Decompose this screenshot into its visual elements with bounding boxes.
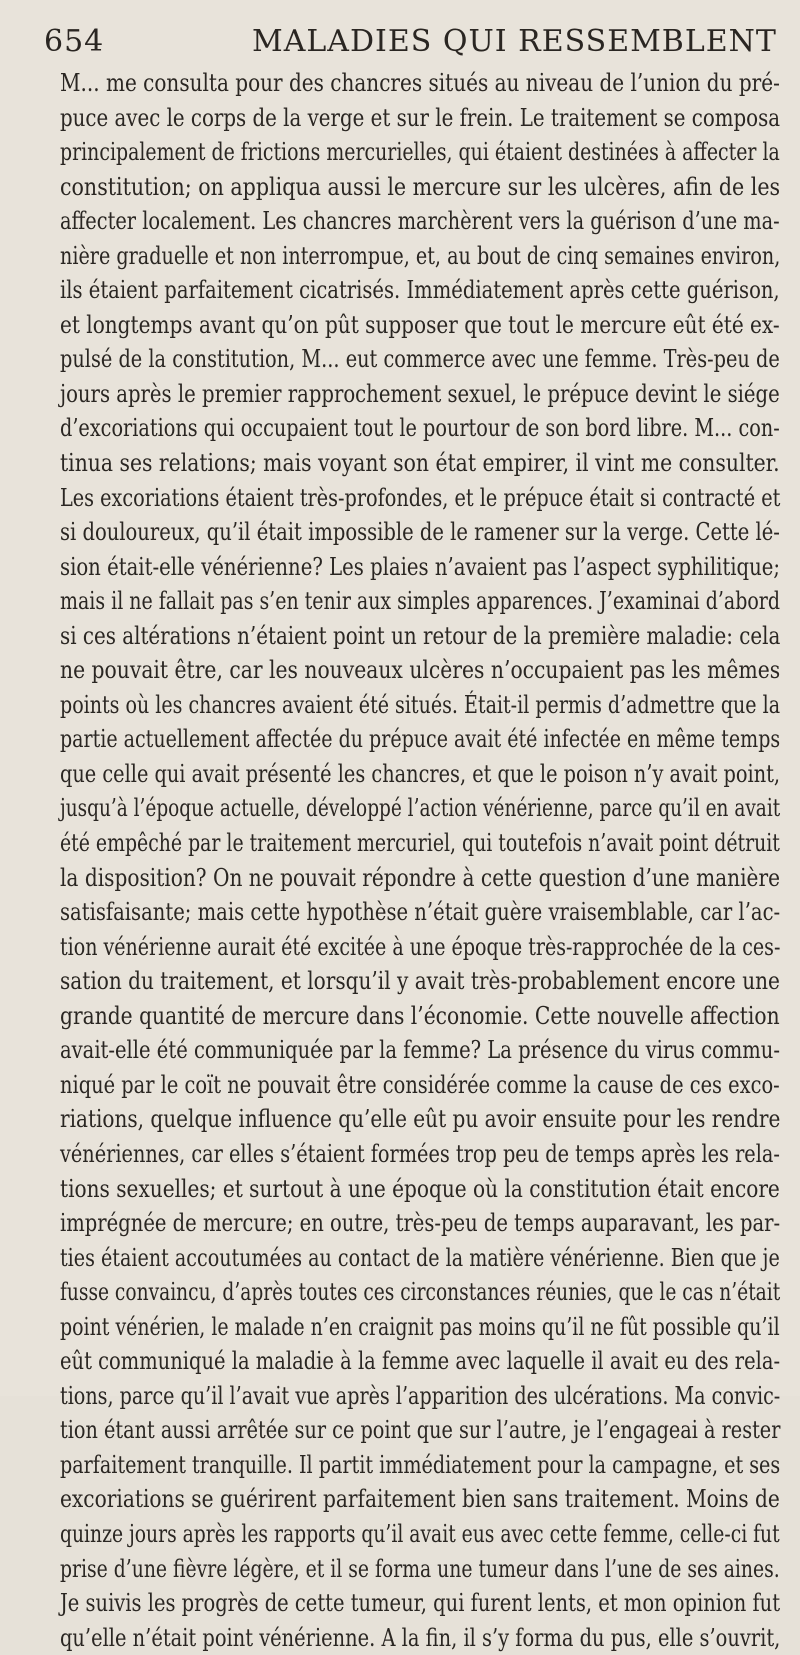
text-line: parfaitement tranquille. Il partit immédiatement pour la campagne, et ses	[60, 1450, 781, 1479]
text-line: tion étant aussi arrêtée sur ce point que sur l’autre, je l’engageai à rester	[60, 1416, 781, 1445]
text-line: et longtemps avant qu’on pût supposer que tout le mercure eût été ex-	[60, 310, 780, 339]
text-line: ne pouvait être, car les nouveaux ulcères n’occupaient pas les mêmes	[60, 656, 781, 685]
text-line: affecter localement. Les chancres marchèrent vers la guérison d’une ma-	[60, 207, 780, 236]
text-line: d’excoriations qui occupaient tout le pourtour de son bord libre. M... con-	[60, 414, 780, 443]
text-line: tions, parce qu’il l’avait vue après l’apparition des ulcérations. Ma convic-	[60, 1381, 781, 1410]
text-line: été empêché par le traitement mercuriel, qui toutefois n’avait point détruit	[60, 829, 780, 858]
text-line: partie actuellement affectée du prépuce avait été infectée en même temps	[60, 725, 781, 754]
text-line: jusqu’à l’époque actuelle, développé l’action vénérienne, parce qu’il en avait	[60, 794, 781, 823]
text-line: riations, quelque influence qu’elle eût pu avoir ensuite pour les rendre	[60, 1105, 781, 1134]
text-line: constitution; on appliqua aussi le mercure sur les ulcères, afin de les	[60, 172, 781, 201]
text-line: quinze jours après les rapports qu’il avait eus avec cette femme, celle-ci fut	[60, 1519, 780, 1548]
text-line: fusse convaincu, d’après toutes ces circonstances réunies, que le cas n’était	[60, 1278, 781, 1307]
text-line: tinua ses relations; mais voyant son état empirer, il vint me consulter.	[60, 449, 780, 478]
text-line: pulsé de la constitution, M... eut commerce avec une femme. Très-peu de	[60, 345, 780, 374]
text-line: jours après le premier rapprochement sexuel, le prépuce devint le siége	[60, 379, 780, 408]
running-title: MALADIES QUI RESSEMBLENT	[252, 24, 777, 59]
text-line: satisfaisante; mais cette hypothèse n’était guère vraisemblable, car l’ac-	[60, 898, 781, 927]
text-line: points où les chancres avaient été situés. Était-il permis d’admettre que la	[60, 690, 781, 719]
text-line: niqué par le coït ne pouvait être considérée comme la cause de ces exco-	[60, 1070, 780, 1099]
text-line: excoriations se guérirent parfaitement bien sans traitement. Moins de	[60, 1485, 780, 1514]
text-line: point vénérien, le malade n’en craignit pas moins qu’il ne fût possible qu’il	[60, 1312, 780, 1341]
text-line: Les excoriations étaient très-profondes, et le prépuce était si contracté et	[60, 483, 781, 512]
text-line: qu’elle n’était point vénérienne. A la fin, il s’y forma du pus, elle s’ouvrit,	[60, 1623, 781, 1652]
text-line: imprégnée de mercure; en outre, très-peu de temps auparavant, les par-	[60, 1209, 781, 1238]
text-line: ties étaient accoutumées au contact de la matière vénérienne. Bien que je	[60, 1243, 780, 1272]
text-line: principalement de frictions mercurielles, qui étaient destinées à affecter la	[60, 138, 780, 167]
text-line: M... me consulta pour des chancres situés au niveau de l’union du pré-	[60, 69, 780, 97]
text-line: la disposition? On ne pouvait répondre à cette question d’une manière	[60, 863, 780, 892]
text-line: si douloureux, qu’il était impossible de le ramener sur la verge. Cette lé-	[60, 518, 780, 547]
text-line: eût communiqué la maladie à la femme avec laquelle il avait eu des rela-	[60, 1347, 781, 1376]
text-line: prise d’une fièvre légère, et il se forma une tumeur dans l’une de ses aines.	[60, 1554, 780, 1583]
text-line: sation du traitement, et lorsqu’il y avait très-probablement encore une	[60, 967, 780, 996]
text-line: tion vénérienne aurait été excitée à une époque très-rapprochée de la ces-	[60, 932, 781, 961]
text-line: vénériennes, car elles s’étaient formées trop peu de temps après les rela-	[60, 1139, 780, 1168]
text-line: sion était-elle vénérienne? Les plaies n’avaient pas l’aspect syphilitique;	[60, 552, 781, 581]
page-header	[44, 24, 780, 64]
text-line: si ces altérations n’étaient point un retour de la première maladie: cela	[60, 621, 781, 650]
body-text	[60, 66, 780, 1655]
text-line: mais il ne fallait pas s’en tenir aux simples apparences. J’examinai d’abord	[60, 587, 780, 616]
text-line: Je suivis les progrès de cette tumeur, qui furent lents, et mon opinion fut	[60, 1589, 781, 1618]
text-line: avait-elle été communiquée par la femme? La présence du virus commu-	[60, 1036, 780, 1065]
text-line: puce avec le corps de la verge et sur le frein. Le traitement se composa	[60, 103, 781, 132]
text-line: grande quantité de mercure dans l’économie. Cette nouvelle affection	[60, 1001, 780, 1030]
text-line: que celle qui avait présenté les chancres, et que le poison n’y avait point,	[60, 759, 781, 788]
text-line: ils étaient parfaitement cicatrisés. Immédiatement après cette guérison,	[60, 276, 780, 305]
text-line: nière graduelle et non interrompue, et, au bout de cinq semaines environ,	[60, 241, 781, 270]
page-number: 654	[44, 24, 105, 59]
text-line: tions sexuelles; et surtout à une époque où la constitution était encore	[60, 1174, 780, 1203]
